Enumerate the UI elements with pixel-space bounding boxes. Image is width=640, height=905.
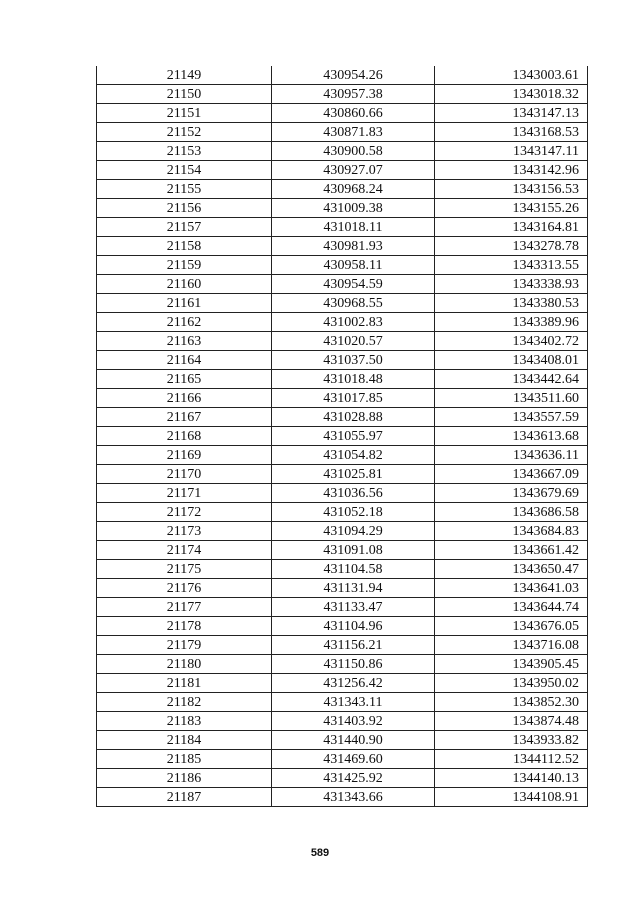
- point-id-cell: 21182: [97, 693, 272, 712]
- point-id-cell: 21184: [97, 731, 272, 750]
- y-coordinate-cell: 1343676.05: [435, 617, 588, 636]
- point-id-cell: 21177: [97, 598, 272, 617]
- table-row: [97, 560, 588, 579]
- coordinates-table: [96, 66, 588, 807]
- table-row: [97, 104, 588, 123]
- point-id-cell: 21152: [97, 123, 272, 142]
- table-row: [97, 142, 588, 161]
- y-coordinate-cell: 1343155.26: [435, 199, 588, 218]
- x-coordinate-cell: 431425.92: [272, 769, 435, 788]
- point-id-cell: 21173: [97, 522, 272, 541]
- table-row: [97, 769, 588, 788]
- table-row: [97, 636, 588, 655]
- x-coordinate-cell: 431133.47: [272, 598, 435, 617]
- table-row: [97, 161, 588, 180]
- y-coordinate-cell: 1343408.01: [435, 351, 588, 370]
- point-id-cell: 21176: [97, 579, 272, 598]
- table-row: [97, 427, 588, 446]
- x-coordinate-cell: 430958.11: [272, 256, 435, 275]
- point-id-cell: 21183: [97, 712, 272, 731]
- point-id-cell: 21168: [97, 427, 272, 446]
- y-coordinate-cell: 1343164.81: [435, 218, 588, 237]
- point-id-cell: 21172: [97, 503, 272, 522]
- table-row: [97, 180, 588, 199]
- y-coordinate-cell: 1343905.45: [435, 655, 588, 674]
- point-id-cell: 21164: [97, 351, 272, 370]
- x-coordinate-cell: 430860.66: [272, 104, 435, 123]
- table-row: [97, 693, 588, 712]
- y-coordinate-cell: 1343644.74: [435, 598, 588, 617]
- y-coordinate-cell: 1343686.58: [435, 503, 588, 522]
- point-id-cell: 21151: [97, 104, 272, 123]
- table-row: [97, 294, 588, 313]
- point-id-cell: 21156: [97, 199, 272, 218]
- point-id-cell: 21175: [97, 560, 272, 579]
- point-id-cell: 21153: [97, 142, 272, 161]
- table-row: [97, 332, 588, 351]
- y-coordinate-cell: 1343950.02: [435, 674, 588, 693]
- y-coordinate-cell: 1343684.83: [435, 522, 588, 541]
- table-row: [97, 484, 588, 503]
- table-row: [97, 446, 588, 465]
- y-coordinate-cell: 1343168.53: [435, 123, 588, 142]
- table-row: [97, 199, 588, 218]
- y-coordinate-cell: 1343402.72: [435, 332, 588, 351]
- point-id-cell: 21165: [97, 370, 272, 389]
- point-id-cell: 21158: [97, 237, 272, 256]
- table-row: [97, 275, 588, 294]
- y-coordinate-cell: 1343003.61: [435, 66, 588, 85]
- table-row: [97, 655, 588, 674]
- point-id-cell: 21160: [97, 275, 272, 294]
- y-coordinate-cell: 1343667.09: [435, 465, 588, 484]
- table-row: [97, 218, 588, 237]
- table-row: [97, 617, 588, 636]
- x-coordinate-cell: 431002.83: [272, 313, 435, 332]
- y-coordinate-cell: 1344108.91: [435, 788, 588, 807]
- x-coordinate-cell: 431256.42: [272, 674, 435, 693]
- y-coordinate-cell: 1343852.30: [435, 693, 588, 712]
- y-coordinate-cell: 1343511.60: [435, 389, 588, 408]
- table-row: [97, 750, 588, 769]
- y-coordinate-cell: 1343278.78: [435, 237, 588, 256]
- point-id-cell: 21169: [97, 446, 272, 465]
- y-coordinate-cell: 1343147.11: [435, 142, 588, 161]
- table-row: [97, 503, 588, 522]
- point-id-cell: 21181: [97, 674, 272, 693]
- y-coordinate-cell: 1343018.32: [435, 85, 588, 104]
- table-row: [97, 541, 588, 560]
- table-row: [97, 598, 588, 617]
- point-id-cell: 21162: [97, 313, 272, 332]
- point-id-cell: 21186: [97, 769, 272, 788]
- y-coordinate-cell: 1343442.64: [435, 370, 588, 389]
- point-id-cell: 21157: [97, 218, 272, 237]
- y-coordinate-cell: 1343389.96: [435, 313, 588, 332]
- table-row: [97, 788, 588, 807]
- x-coordinate-cell: 430954.59: [272, 275, 435, 294]
- x-coordinate-cell: 431017.85: [272, 389, 435, 408]
- y-coordinate-cell: 1343142.96: [435, 161, 588, 180]
- x-coordinate-cell: 430871.83: [272, 123, 435, 142]
- x-coordinate-cell: 431036.56: [272, 484, 435, 503]
- table-row: [97, 522, 588, 541]
- table-row: [97, 712, 588, 731]
- point-id-cell: 21174: [97, 541, 272, 560]
- point-id-cell: 21179: [97, 636, 272, 655]
- y-coordinate-cell: 1343313.55: [435, 256, 588, 275]
- x-coordinate-cell: 431156.21: [272, 636, 435, 655]
- page-number: 589: [310, 847, 330, 859]
- x-coordinate-cell: 430954.26: [272, 66, 435, 85]
- x-coordinate-cell: 431020.57: [272, 332, 435, 351]
- y-coordinate-cell: 1344140.13: [435, 769, 588, 788]
- x-coordinate-cell: 431054.82: [272, 446, 435, 465]
- point-id-cell: 21154: [97, 161, 272, 180]
- y-coordinate-cell: 1343613.68: [435, 427, 588, 446]
- y-coordinate-cell: 1343716.08: [435, 636, 588, 655]
- x-coordinate-cell: 431104.58: [272, 560, 435, 579]
- table-row: [97, 731, 588, 750]
- x-coordinate-cell: 431052.18: [272, 503, 435, 522]
- table-row: [97, 256, 588, 275]
- x-coordinate-cell: 431055.97: [272, 427, 435, 446]
- y-coordinate-cell: 1343338.93: [435, 275, 588, 294]
- x-coordinate-cell: 431091.08: [272, 541, 435, 560]
- table-row: [97, 465, 588, 484]
- table-row: [97, 408, 588, 427]
- x-coordinate-cell: 431028.88: [272, 408, 435, 427]
- x-coordinate-cell: 431025.81: [272, 465, 435, 484]
- x-coordinate-cell: 431018.11: [272, 218, 435, 237]
- y-coordinate-cell: 1343641.03: [435, 579, 588, 598]
- y-coordinate-cell: 1343636.11: [435, 446, 588, 465]
- x-coordinate-cell: 431037.50: [272, 351, 435, 370]
- point-id-cell: 21166: [97, 389, 272, 408]
- table-row: [97, 674, 588, 693]
- x-coordinate-cell: 430968.55: [272, 294, 435, 313]
- x-coordinate-cell: 431343.11: [272, 693, 435, 712]
- x-coordinate-cell: 430927.07: [272, 161, 435, 180]
- x-coordinate-cell: 431104.96: [272, 617, 435, 636]
- y-coordinate-cell: 1344112.52: [435, 750, 588, 769]
- point-id-cell: 21178: [97, 617, 272, 636]
- point-id-cell: 21171: [97, 484, 272, 503]
- table-row: [97, 389, 588, 408]
- x-coordinate-cell: 430957.38: [272, 85, 435, 104]
- point-id-cell: 21155: [97, 180, 272, 199]
- y-coordinate-cell: 1343557.59: [435, 408, 588, 427]
- table-row: [97, 123, 588, 142]
- y-coordinate-cell: 1343650.47: [435, 560, 588, 579]
- y-coordinate-cell: 1343874.48: [435, 712, 588, 731]
- point-id-cell: 21159: [97, 256, 272, 275]
- y-coordinate-cell: 1343933.82: [435, 731, 588, 750]
- table-row: [97, 370, 588, 389]
- point-id-cell: 21150: [97, 85, 272, 104]
- point-id-cell: 21167: [97, 408, 272, 427]
- table-row: [97, 85, 588, 104]
- x-coordinate-cell: 431150.86: [272, 655, 435, 674]
- y-coordinate-cell: 1343156.53: [435, 180, 588, 199]
- x-coordinate-cell: 431094.29: [272, 522, 435, 541]
- x-coordinate-cell: 430900.58: [272, 142, 435, 161]
- x-coordinate-cell: 431018.48: [272, 370, 435, 389]
- x-coordinate-cell: 430968.24: [272, 180, 435, 199]
- point-id-cell: 21187: [97, 788, 272, 807]
- point-id-cell: 21163: [97, 332, 272, 351]
- x-coordinate-cell: 431131.94: [272, 579, 435, 598]
- table-row: [97, 313, 588, 332]
- y-coordinate-cell: 1343661.42: [435, 541, 588, 560]
- x-coordinate-cell: 431469.60: [272, 750, 435, 769]
- point-id-cell: 21149: [97, 66, 272, 85]
- point-id-cell: 21161: [97, 294, 272, 313]
- x-coordinate-cell: 431009.38: [272, 199, 435, 218]
- y-coordinate-cell: 1343380.53: [435, 294, 588, 313]
- table-row: [97, 579, 588, 598]
- x-coordinate-cell: 431403.92: [272, 712, 435, 731]
- x-coordinate-cell: 431440.90: [272, 731, 435, 750]
- x-coordinate-cell: 430981.93: [272, 237, 435, 256]
- point-id-cell: 21185: [97, 750, 272, 769]
- point-id-cell: 21170: [97, 465, 272, 484]
- x-coordinate-cell: 431343.66: [272, 788, 435, 807]
- coordinates-table-body: [97, 66, 588, 807]
- point-id-cell: 21180: [97, 655, 272, 674]
- table-row: [97, 351, 588, 370]
- table-row: [97, 237, 588, 256]
- y-coordinate-cell: 1343679.69: [435, 484, 588, 503]
- table-row: [97, 66, 588, 85]
- y-coordinate-cell: 1343147.13: [435, 104, 588, 123]
